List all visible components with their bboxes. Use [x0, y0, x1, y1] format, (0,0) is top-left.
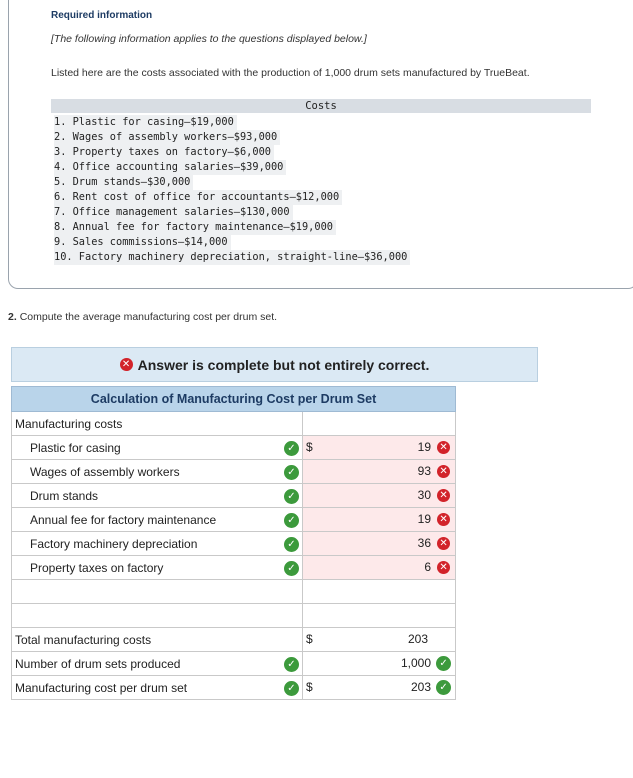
per-unit-amount: $ 203 ✓ — [303, 676, 456, 700]
section-label: Manufacturing costs — [12, 412, 283, 436]
table-row — [12, 436, 456, 460]
per-unit-row — [12, 676, 456, 700]
cost-item: 2. Wages of assembly workers—$93,000 — [51, 130, 591, 145]
cost-label-input[interactable]: Plastic for casing — [12, 436, 283, 460]
per-unit-label-input[interactable]: Manufacturing cost per drum set — [12, 676, 283, 700]
cost-item: 10. Factory machinery depreciation, straight-line—$36,000 — [51, 250, 591, 265]
units-row — [12, 652, 456, 676]
cost-label-input[interactable]: Factory machinery depreciation — [12, 532, 283, 556]
cost-label-input[interactable]: Wages of assembly workers — [12, 460, 283, 484]
empty-label-input[interactable] — [12, 604, 283, 628]
cost-list — [51, 115, 591, 265]
cost-item: 1. Plastic for casing—$19,000 — [51, 115, 591, 130]
correct-icon: ✓ — [284, 465, 299, 480]
cost-item: 8. Annual fee for factory maintenance—$19,000 — [51, 220, 591, 235]
cost-label-input[interactable]: Property taxes on factory — [12, 556, 283, 580]
incorrect-icon: ✕ — [437, 441, 450, 454]
cost-item: 7. Office management salaries—$130,000 — [51, 205, 591, 220]
incorrect-icon: ✕ — [437, 561, 450, 574]
empty-amount-input[interactable] — [303, 580, 456, 604]
cost-item: 4. Office accounting salaries—$39,000 — [51, 160, 591, 175]
cost-item: 3. Property taxes on factory—$6,000 — [51, 145, 591, 160]
cost-amount-input[interactable]: 19 ✕ — [303, 508, 456, 532]
info-subtitle: [The following information applies to the questions displayed below.] — [51, 33, 367, 45]
incorrect-icon: ✕ — [437, 537, 450, 550]
incorrect-icon: ✕ — [437, 513, 450, 526]
correct-icon: ✓ — [284, 561, 299, 576]
total-row — [12, 628, 456, 652]
table-row — [12, 556, 456, 580]
cost-item: 9. Sales commissions—$14,000 — [51, 235, 591, 250]
answer-status-text: Answer is complete but not entirely correct. — [137, 356, 430, 373]
empty-label-input[interactable] — [12, 580, 283, 604]
incorrect-icon: ✕ — [437, 489, 450, 502]
total-amount: $ 203 — [303, 628, 456, 652]
table-row — [12, 484, 456, 508]
units-label-input[interactable]: Number of drum sets produced — [12, 652, 283, 676]
costs-header: Costs — [51, 99, 591, 113]
incorrect-icon: ✕ — [437, 465, 450, 478]
correct-icon: ✓ — [284, 441, 299, 456]
currency-symbol: $ — [306, 440, 313, 454]
cost-label-input[interactable]: Drum stands — [12, 484, 283, 508]
table-caption: Calculation of Manufacturing Cost per Drum Set — [12, 387, 456, 412]
cost-item: 5. Drum stands—$30,000 — [51, 175, 591, 190]
correct-icon: ✓ — [284, 537, 299, 552]
correct-icon: ✓ — [436, 656, 451, 671]
cost-amount-input[interactable]: 6 ✕ — [303, 556, 456, 580]
cost-amount-input[interactable]: $ 19 ✕ — [303, 436, 456, 460]
table-row — [12, 508, 456, 532]
cost-amount-input[interactable]: 93 ✕ — [303, 460, 456, 484]
cost-amount-input[interactable]: 30 ✕ — [303, 484, 456, 508]
cost-label-input[interactable]: Annual fee for factory maintenance — [12, 508, 283, 532]
incorrect-icon: ✕ — [120, 358, 133, 371]
info-intro: Listed here are the costs associated with the production of 1,000 drum sets manufactured by TrueBeat. — [51, 67, 530, 79]
correct-icon: ✓ — [284, 489, 299, 504]
cost-item: 6. Rent cost of office for accountants—$12,000 — [51, 190, 591, 205]
table-row — [12, 460, 456, 484]
correct-icon: ✓ — [284, 681, 299, 696]
correct-icon: ✓ — [436, 680, 451, 695]
total-label: Total manufacturing costs — [12, 628, 283, 652]
empty-row — [12, 580, 456, 604]
info-title: Required information — [51, 10, 153, 21]
currency-symbol: $ — [306, 632, 313, 646]
manufacturing-cost-table — [11, 386, 456, 700]
units-amount-input[interactable]: 1,000 ✓ — [303, 652, 456, 676]
question-text: 2. Compute the average manufacturing cost per drum set. — [8, 311, 278, 323]
empty-amount-input[interactable] — [303, 604, 456, 628]
cost-amount-input[interactable]: 36 ✕ — [303, 532, 456, 556]
empty-row — [12, 604, 456, 628]
table-row — [12, 532, 456, 556]
correct-icon: ✓ — [284, 657, 299, 672]
currency-symbol: $ — [306, 680, 313, 694]
correct-icon: ✓ — [284, 513, 299, 528]
answer-status-banner — [11, 347, 538, 382]
